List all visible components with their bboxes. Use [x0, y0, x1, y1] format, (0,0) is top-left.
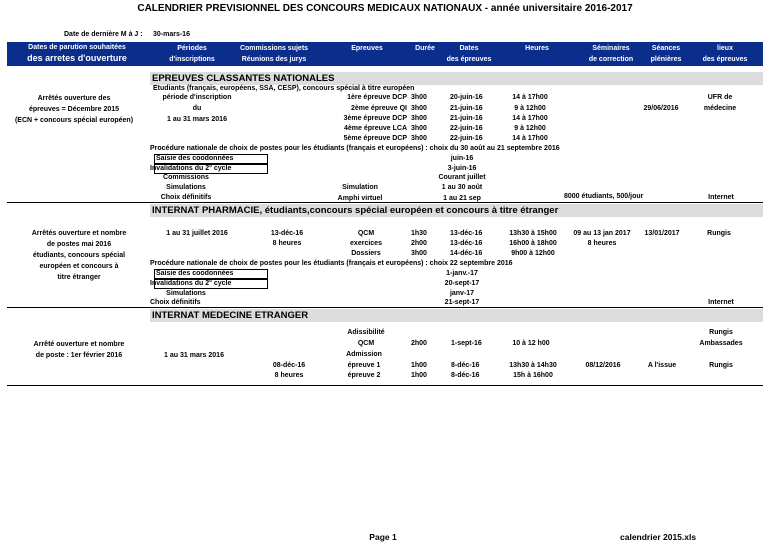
pharma-proc-date: 21-sept-17 — [444, 299, 480, 306]
ecn-duree: 3h00 — [411, 115, 427, 122]
med-duree-b2: 1h00 — [411, 372, 427, 379]
pharma-heure: 13h30 à 15h00 — [509, 230, 557, 237]
section-ecn-subtitle: Etudiants (français, européens, SSA, CESP), concours spécial à titre européen — [153, 85, 415, 92]
ecn-proc-label: Commissions — [163, 174, 209, 181]
ecn-period-2: du — [192, 105, 202, 112]
header-dates: Dates — [459, 45, 479, 52]
pharma-heure: 16h00 à 18h00 — [509, 240, 557, 247]
ecn-date: 22-juin-16 — [450, 125, 483, 132]
ecn-proc-label: Saisie des coodonnées — [156, 155, 234, 162]
med-arrete-2: de poste : 1er février 2016 — [35, 352, 123, 359]
ecn-epreuve: 2ème épreuve QI — [350, 105, 407, 112]
ecn-duree: 3h00 — [411, 105, 427, 112]
ecn-procedure: Procédure nationale de choix de postes pour les étudiants (français et européens) : choix du 30 août au 21 septembre 2016 — [150, 145, 560, 152]
pharma-arrete: européen et concours à — [39, 263, 119, 270]
ecn-date: 21-juin-16 — [450, 105, 483, 112]
med-duree-b1: 1h00 — [411, 362, 427, 369]
pharma-proc-date: 1-janv.-17 — [446, 270, 478, 277]
section-pharmacie-band — [150, 204, 763, 217]
med-heure-a: 10 à 12 h00 — [512, 340, 550, 347]
ecn-proc-date: 1 au 21 sep — [443, 195, 481, 202]
pharma-internet: Internet — [708, 299, 734, 306]
pharma-date: 14-déc-16 — [450, 250, 483, 257]
header-correction: de correction — [588, 56, 634, 63]
ecn-proc-date: Courant juillet — [438, 174, 486, 181]
med-lieux-b: Rungis — [709, 362, 733, 369]
ecn-heure: 9 à 12h00 — [514, 125, 546, 132]
header-jurys: Réunions des jurys — [241, 56, 307, 63]
file-name: calendrier 2015.xls — [620, 532, 697, 542]
pharma-duree: 1h30 — [411, 230, 427, 237]
pharma-seminaire-dates: 09 au 13 jan 2017 — [573, 230, 631, 237]
page-number: Page 1 — [369, 532, 397, 542]
med-heure-b1: 13h30 à 14h30 — [509, 362, 557, 369]
pharma-arrete: étudiants, concours spécial — [32, 252, 126, 259]
table-header — [7, 42, 763, 66]
med-ep-qcm: QCM — [357, 340, 375, 347]
ecn-date: 21-juin-16 — [450, 115, 483, 122]
med-commission-heures: 8 heures — [274, 372, 304, 379]
header-plenieres: plénières — [650, 56, 682, 63]
ecn-epreuve: 3ème épreuve DCP — [343, 115, 407, 122]
ecn-proc-label: Choix définitifs — [160, 194, 212, 201]
med-duree-a: 2h00 — [411, 340, 427, 347]
pharma-commission-heures: 8 heures — [272, 240, 302, 247]
pharma-proc-date: 20-sept-17 — [444, 280, 480, 287]
ecn-proc-simulation: Simulation — [342, 184, 378, 191]
ecn-internet: Internet — [708, 194, 734, 201]
med-lieux-a2: Ambassades — [699, 340, 743, 347]
pharma-proc-date: janv-17 — [449, 290, 475, 297]
ecn-proc-amphi: Amphi virtuel — [337, 195, 383, 202]
ecn-arrete-1: Arrêtés ouverture des — [37, 95, 111, 102]
med-commission-date: 08-déc-16 — [272, 362, 306, 369]
header-des-epreuves: des épreuves — [446, 56, 492, 63]
header-des-epreuves-lieux: des épreuves — [702, 56, 748, 63]
header-arretes: des arretes d'ouverture — [27, 53, 127, 63]
ecn-heure: 9 à 12h00 — [514, 105, 546, 112]
med-lieux-a1: Rungis — [709, 329, 733, 336]
header-duree: Durée — [415, 45, 435, 52]
pharma-commission-date: 13-déc-16 — [270, 230, 304, 237]
divider — [7, 385, 763, 386]
ecn-lieux-2: médecine — [703, 105, 737, 112]
header-inscriptions: d'inscriptions — [169, 56, 215, 63]
ecn-epreuve: 4ème épreuve LCA — [343, 125, 407, 132]
med-arrete-1: Arrêté ouverture et nombre — [33, 341, 125, 348]
header-seminaires: Séminaires — [592, 45, 630, 52]
pharma-lieux: Rungis — [707, 230, 731, 237]
med-seances: A l'issue — [647, 362, 677, 369]
ecn-seances: 29/06/2016 — [643, 105, 679, 112]
section-pharmacie-title: INTERNAT PHARMACIE, étudiants,concours spécial européen et concours à titre étranger — [152, 205, 559, 216]
document-title: CALENDRIER PREVISIONNEL DES CONCOURS MEDICAUX NATIONAUX - année universitaire 2016-2017 — [137, 3, 633, 14]
pharma-date: 13-déc-16 — [450, 240, 483, 247]
ecn-heure: 14 à 17h00 — [512, 115, 548, 122]
med-seminaire: 08/12/2016 — [585, 362, 621, 369]
med-ep-admissibilite: Adissibilité — [347, 329, 385, 336]
ecn-heure: 14 à 17h00 — [512, 94, 548, 101]
ecn-period-1: période d'inscription — [162, 94, 232, 101]
ecn-duree: 3h00 — [411, 94, 427, 101]
ecn-epreuve: 5ème épreuve DCP — [343, 135, 407, 142]
pharma-duree: 2h00 — [411, 240, 427, 247]
pharma-procedure: Procédure nationale de choix de postes pour les étudiants (français et européens) : choix 22 septembre 2016 — [150, 260, 513, 267]
ecn-duree: 3h00 — [411, 135, 427, 142]
header-heures: Heures — [525, 45, 549, 52]
pharma-period: 1 au 31 juillet 2016 — [166, 230, 228, 237]
ecn-proc-label: Simulations — [166, 184, 206, 191]
ecn-duree: 3h00 — [411, 125, 427, 132]
header-parution: Dates de parution souhaitées — [28, 44, 126, 51]
section-ecn-title: EPREUVES CLASSANTES NATIONALES — [152, 73, 335, 84]
pharma-arrete: Arrêtés ouverture et nombre — [31, 230, 127, 237]
pharma-heure: 9h00 à 12h00 — [511, 250, 555, 257]
header-lieux: lieux — [717, 45, 733, 52]
ecn-arrete-3: (ECN + concours spécial européen) — [14, 117, 134, 124]
last-update-value: 30-mars-16 — [153, 31, 190, 38]
ecn-epreuve: 1ère épreuve DCP — [347, 94, 407, 101]
last-update-label: Date de dernière M à J : — [64, 31, 143, 38]
pharma-proc-label: Saisie des coodonnées — [156, 270, 234, 277]
divider — [7, 307, 763, 308]
ecn-period-3: 1 au 31 mars 2016 — [167, 116, 227, 123]
pharma-proc-label: Invalidations du 2° cycle — [150, 280, 232, 287]
med-ep-epreuve-2: épreuve 2 — [347, 372, 381, 379]
pharma-epreuve: Dossiers — [351, 250, 381, 257]
med-ep-admission: Admission — [346, 351, 382, 358]
med-date-b1: 8-déc-16 — [451, 362, 480, 369]
pharma-seminaire-heures: 8 heures — [587, 240, 617, 247]
med-ep-epreuve-1: épreuve 1 — [347, 362, 381, 369]
med-heure-b2: 15h à 16h00 — [513, 372, 553, 379]
header-periodes: Périodes — [177, 45, 207, 52]
med-date-a: 1-sept-16 — [451, 340, 482, 347]
pharma-date: 13-déc-16 — [450, 230, 483, 237]
pharma-epreuve: exercices — [350, 240, 382, 247]
header-epreuves: Epreuves — [351, 45, 383, 52]
section-medecine-title: INTERNAT MEDECINE ETRANGER — [152, 310, 309, 321]
divider — [7, 202, 763, 203]
ecn-date: 22-juin-16 — [450, 135, 483, 142]
header-commissions: Commissions sujets — [239, 45, 309, 52]
pharma-duree: 3h00 — [411, 250, 427, 257]
ecn-proc-date: 1 au 30 août — [441, 184, 483, 191]
pharma-seances: 13/01/2017 — [644, 230, 680, 237]
med-date-b2: 8-déc-16 — [451, 372, 480, 379]
ecn-etudiants: 8000 étudiants, 500/jour — [564, 193, 644, 200]
pharma-epreuve: QCM — [357, 230, 375, 237]
ecn-proc-date: 3-juin-16 — [447, 165, 477, 172]
pharma-proc-label: Choix définitifs — [150, 299, 201, 306]
section-medecine-band — [150, 309, 763, 322]
ecn-proc-label: Invalidations du 2° cycle — [150, 165, 232, 172]
pharma-proc-label: Simulations — [166, 290, 206, 297]
ecn-heure: 14 à 17h00 — [512, 135, 548, 142]
pharma-arrete: de postes mai 2016 — [46, 241, 112, 248]
ecn-lieux-1: UFR de — [707, 94, 733, 101]
ecn-arrete-2: épreuves = Décembre 2015 — [28, 106, 120, 113]
pharma-arrete: titre étranger — [57, 274, 101, 281]
header-seances: Séances — [651, 45, 681, 52]
med-period: 1 au 31 mars 2016 — [164, 352, 224, 359]
ecn-date: 20-juin-16 — [450, 94, 483, 101]
ecn-proc-date: juin-16 — [450, 155, 474, 162]
